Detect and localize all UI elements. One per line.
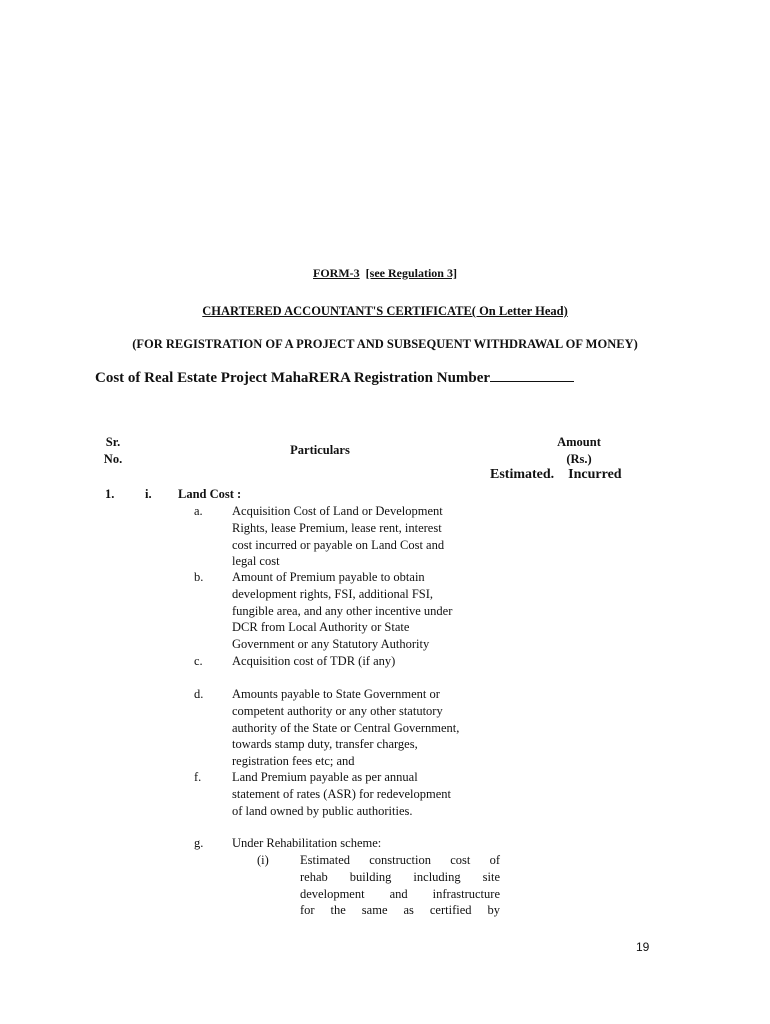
sub-item-marker: (i) (257, 853, 269, 867)
section-number: i. (145, 487, 152, 501)
item-text: Under Rehabilitation scheme: (232, 836, 382, 850)
certificate-purpose: (FOR REGISTRATION OF A PROJECT AND SUBSEQUENT WITHDRAWAL OF MONEY) (132, 337, 638, 351)
item-marker: g. (194, 836, 204, 850)
item-marker: f. (194, 770, 202, 784)
cost-heading (95, 367, 574, 387)
incurred-header: Incurred (568, 467, 622, 482)
amount-subheader (490, 467, 622, 483)
row-number: 1. (105, 487, 115, 501)
sub-item-text: Estimated construction cost of rehab building including site development and infrastructure for the same as certified by (300, 853, 500, 918)
item-marker: a. (194, 504, 203, 518)
page-number: 19 (636, 940, 650, 954)
item-text: Acquisition cost of TDR (if any) (232, 654, 396, 668)
registration-number-blank (490, 367, 574, 382)
form-regulation-ref: [see Regulation 3] (365, 266, 457, 280)
form-number: FORM-3 (313, 266, 360, 280)
sr-no-header: Sr. No. (103, 435, 123, 466)
section-label: Land Cost : (178, 487, 242, 501)
estimated-header: Estimated. (490, 467, 555, 482)
item-marker: d. (194, 687, 204, 701)
cost-heading-text: Cost of Real Estate Project MahaRERA Registration Number (95, 370, 491, 386)
item-text: Land Premium payable as per annual statement of rates (ASR) for redevelopment of land owned by public authorities. (232, 770, 452, 818)
form-title (0, 266, 770, 281)
item-text: Amount of Premium payable to obtain development rights, FSI, additional FSI, fungible area, and any other incentive under DCR from Local Authority or State Government or any Statutory Authority (232, 570, 453, 652)
item-marker: b. (194, 570, 204, 584)
particulars-header: Particulars (290, 443, 350, 457)
amount-header: Amount (Rs.) (557, 435, 601, 466)
certificate-title: CHARTERED ACCOUNTANT'S CERTIFICATE( On Letter Head) (202, 304, 568, 318)
item-text: Acquisition Cost of Land or Development Rights, lease Premium, lease rent, interest cost incurred or payable on Land Cost and legal cost (232, 504, 445, 569)
item-text: Amounts payable to State Government or competent authority or any other statutory authority of the State or Central Government, towards stamp duty, transfer charges, registration fees etc; and (232, 687, 460, 769)
item-marker: c. (194, 654, 203, 668)
